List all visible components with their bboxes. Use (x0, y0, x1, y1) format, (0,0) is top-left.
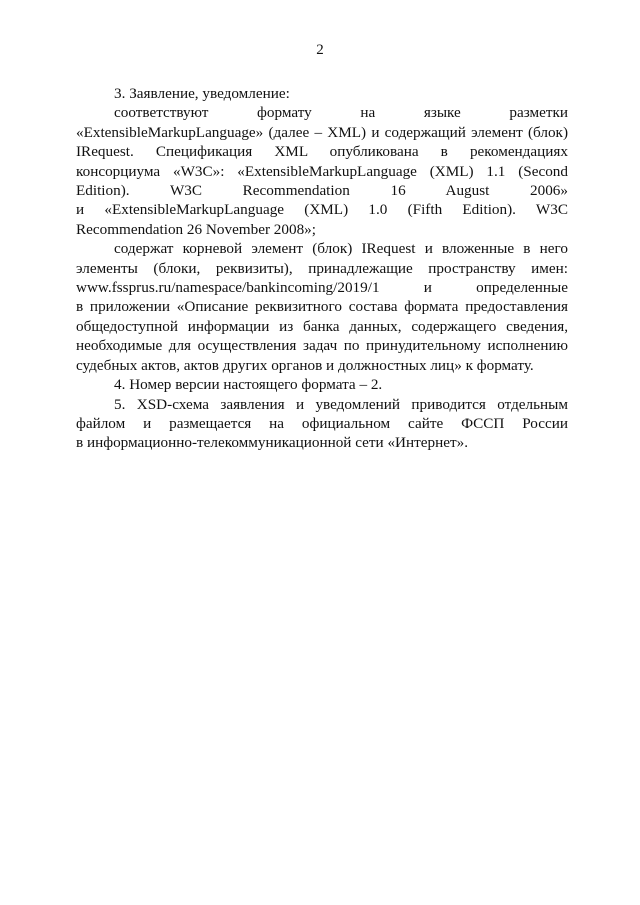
text-line: «ExtensibleMarkupLanguage» (далее – XML) и содержащий элемент (блок) (76, 123, 568, 141)
text-line: и «ExtensibleMarkupLanguage (XML) 1.0 (Fifth Edition). W3C (76, 201, 568, 219)
text-line: 5. XSD-схема заявления и уведомлений приводится отдельным (114, 395, 568, 413)
section-4: 4. Номер версии настоящего формата – 2. (114, 376, 383, 394)
text-line: Recommendation 26 November 2008»; (76, 220, 316, 238)
text-line: Edition). W3C Recommendation 16 August 2006» (76, 182, 568, 200)
text-line: элементы (блоки, реквизиты), принадлежащие пространству имен: (76, 259, 568, 277)
text-line: общедоступной информации из банка данных, содержащего сведения, (76, 317, 568, 335)
text-line: IRequest. Спецификация XML опубликована в рекомендациях (76, 143, 568, 161)
text-line: необходимые для осуществления задач по принудительному исполнению (76, 337, 568, 355)
text-line: консорциума «W3C»: «ExtensibleMarkupLanguage (XML) 1.1 (Second (76, 162, 568, 180)
text-line: в приложении «Описание реквизитного состава формата предоставления (76, 298, 568, 316)
text-line: в информационно-телекоммуникационной сети «Интернет». (76, 434, 469, 452)
section-3-paragraph-2 (76, 239, 568, 375)
section-5 (76, 395, 568, 453)
text-line: судебных актов, актов других органов и должностных лиц» к формату. (76, 356, 534, 374)
document-body (76, 84, 568, 453)
section-3-paragraph-1 (76, 103, 568, 239)
text-line: www.fssprus.ru/namespace/bankincoming/2019/1 и определенные (76, 279, 568, 297)
text-line: соответствуют формату на языке разметки (114, 104, 568, 122)
page-number: 2 (316, 42, 324, 58)
text-line: файлом и размещается на официальном сайте ФССП России (76, 414, 568, 432)
text-line: содержат корневой элемент (блок) IRequest и вложенные в него (114, 240, 568, 258)
section-3-heading: 3. Заявление, уведомление: (114, 85, 290, 102)
